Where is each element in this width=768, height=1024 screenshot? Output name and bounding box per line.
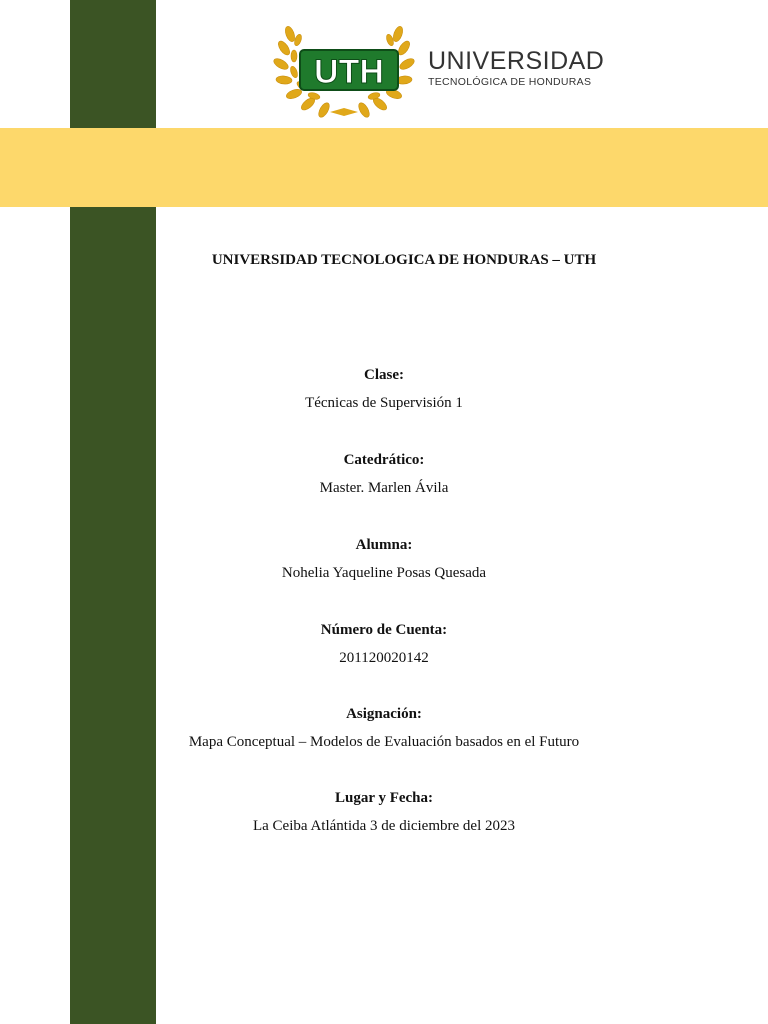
page-title: UNIVERSIDAD TECNOLOGICA DE HONDURAS – UTH bbox=[211, 252, 597, 268]
field-label: Número de Cuenta: bbox=[320, 622, 448, 638]
field-value: Nohelia Yaqueline Posas Quesada bbox=[281, 565, 487, 581]
logo-name-big: UNIVERSIDAD bbox=[428, 47, 605, 75]
logo-abbr: UTH bbox=[314, 53, 384, 91]
logo-wordmark bbox=[428, 48, 604, 88]
field-catedratico bbox=[156, 451, 612, 497]
header-yellow-band bbox=[0, 128, 768, 207]
field-lugar-fecha bbox=[156, 789, 612, 835]
field-clase bbox=[156, 366, 612, 412]
field-value: 201120020142 bbox=[339, 650, 429, 666]
field-numero-cuenta bbox=[156, 621, 612, 667]
field-label: Catedrático: bbox=[343, 452, 425, 468]
field-alumna bbox=[156, 536, 612, 582]
field-value: Mapa Conceptual – Modelos de Evaluación basados en el Futuro bbox=[188, 734, 580, 750]
field-value: La Ceiba Atlántida 3 de diciembre del 2023 bbox=[252, 818, 515, 834]
logo-name-small: TECNOLÓGICA DE HONDURAS bbox=[428, 76, 592, 88]
field-label: Alumna: bbox=[355, 537, 413, 553]
field-label: Asignación: bbox=[346, 706, 422, 722]
field-value: Master. Marlen Ávila bbox=[319, 480, 449, 496]
field-value: Técnicas de Supervisión 1 bbox=[305, 395, 463, 411]
field-asignacion bbox=[156, 705, 612, 751]
field-label: Clase: bbox=[364, 367, 404, 383]
field-label: Lugar y Fecha: bbox=[334, 790, 434, 806]
